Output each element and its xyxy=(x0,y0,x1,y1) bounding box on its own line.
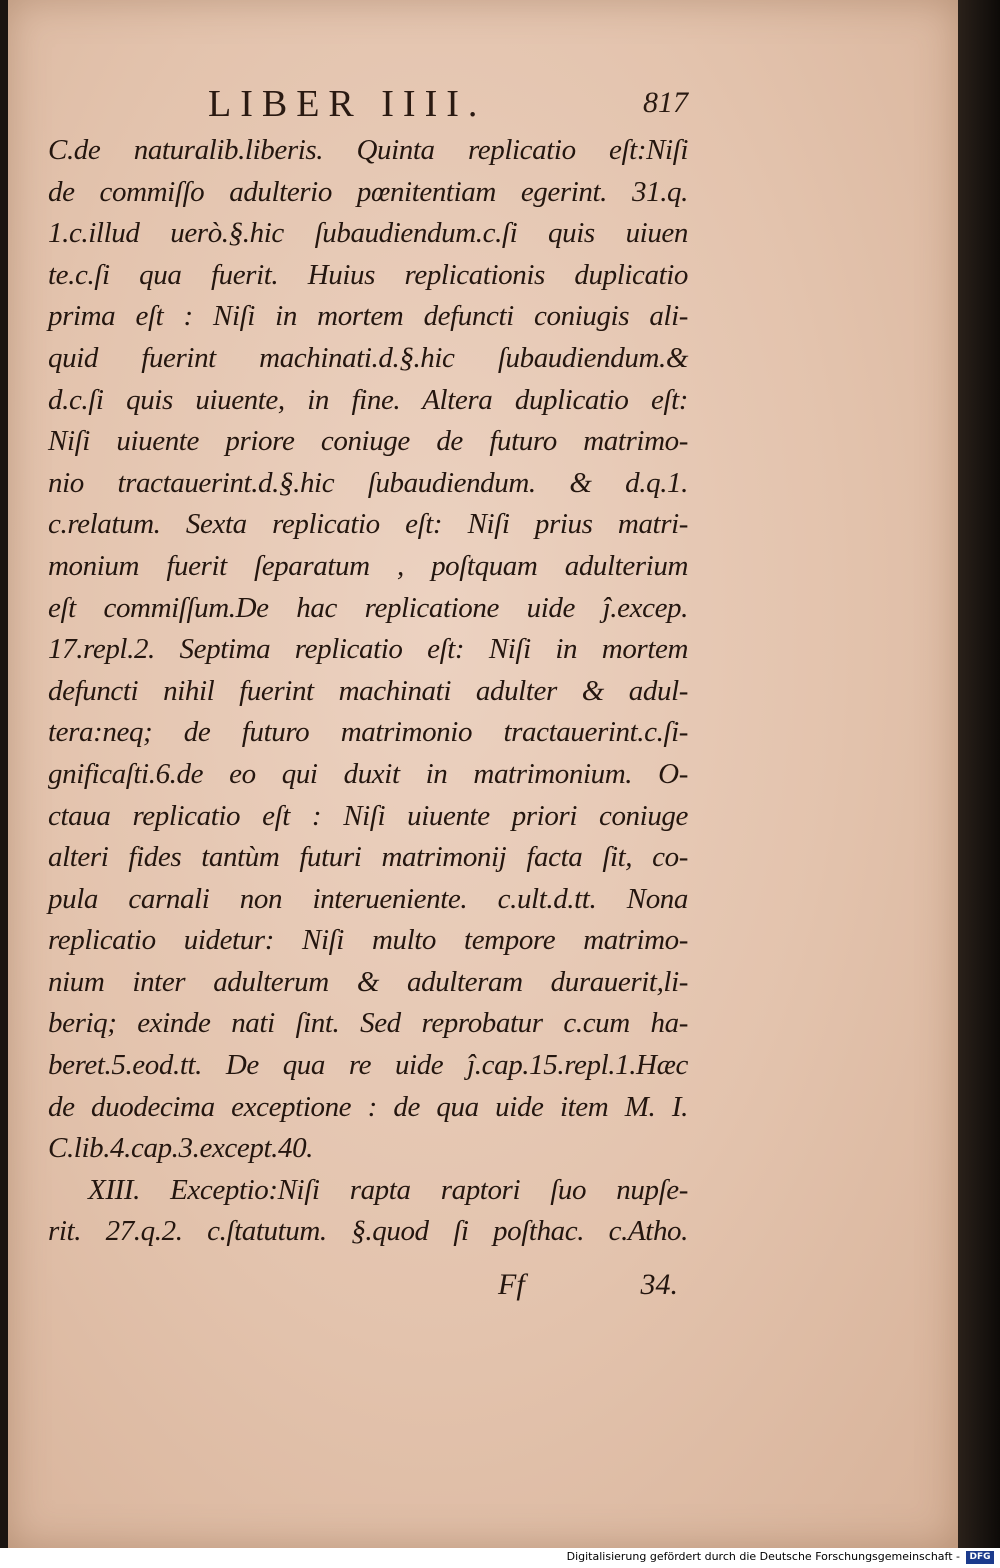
dfg-logo: DFG xyxy=(966,1551,994,1564)
text-line: gnificaſti.6.de eo qui duxit in matrimonium. O- xyxy=(48,757,688,790)
text-line: replicatio uidetur: Niſi multo tempore matrimo- xyxy=(48,924,688,957)
text-line: de duodecima exceptione : de qua uide item M. I. xyxy=(48,1090,688,1123)
text-line: C.de naturalib.liberis. Quinta replicatio eſt:Niſi xyxy=(48,134,688,166)
text-line: defuncti nihil fuerint machinati adulter & adul- xyxy=(48,674,688,707)
body-text xyxy=(48,130,688,1253)
page-header xyxy=(208,78,688,128)
text-line: d.c.ſi quis uiuente, in fine. Altera duplicatio eſt: xyxy=(48,383,688,416)
text-line: de commiſſo adulterio pœnitentiam egerint. 31.q. xyxy=(48,175,688,208)
text-line: quid fuerint machinati.d.§.hic ſubaudiendum.& xyxy=(48,341,688,374)
signature-mark: Ff xyxy=(498,1268,525,1301)
text-line: nium inter adulterum & adulteram durauerit,li- xyxy=(48,965,688,998)
text-line: nio tractauerint.d.§.hic ſubaudiendum. & d.q.1. xyxy=(48,466,688,499)
text-line: 1.c.illud uerò.§.hic ſubaudiendum.c.ſi quis uiuen xyxy=(48,217,688,250)
text-line: rit. 27.q.2. c.ſtatutum. §.quod ſi poſthac. c.Atho. xyxy=(48,1215,688,1248)
text-line: monium fuerit ſeparatum , poſtquam adulterium xyxy=(48,549,688,582)
text-line: prima eſt : Niſi in mortem defuncti coniugis ali- xyxy=(48,300,688,333)
text-line: beriq; exinde nati ſint. Sed reprobatur c.cum ha- xyxy=(48,1007,688,1040)
footer-bar xyxy=(0,1548,1000,1568)
text-line: te.c.ſi qua fuerit. Huius replicationis duplicatio xyxy=(48,258,688,291)
text-line: beret.5.eod.tt. De qua re uide ĵ.cap.15.repl.1.Hæc xyxy=(48,1049,688,1082)
text-line: 17.repl.2. Septima replicatio eſt: Niſi in mortem xyxy=(48,633,688,666)
book-spine xyxy=(958,0,1000,1548)
text-line: tera:neq; de futuro matrimonio tractauerint.c.ſi- xyxy=(48,716,688,749)
text-line: ctaua replicatio eſt : Niſi uiuente priori coniuge xyxy=(48,799,688,832)
text-line: pula carnali non interueniente. c.ult.d.tt. Nona xyxy=(48,882,688,915)
page-foot xyxy=(498,1268,678,1308)
text-line: C.lib.4.cap.3.except.40. xyxy=(48,1132,314,1165)
text-line: c.relatum. Sexta replicatio eſt: Niſi prius matri- xyxy=(48,508,688,541)
text-line: eſt commiſſum.De hac replicatione uide ĵ.excep. xyxy=(48,591,688,624)
funding-credit: Digitalisierung gefördert durch die Deutsche Forschungsgemeinschaft - xyxy=(566,1550,960,1563)
book-page xyxy=(8,0,958,1548)
page-number: 817 xyxy=(643,86,688,119)
text-line: Niſi uiuente priore coniuge de futuro matrimo- xyxy=(48,425,688,458)
text-line: XIII. Exceptio:Niſi rapta raptori ſuo nupſe- xyxy=(88,1173,688,1206)
text-line: alteri fides tantùm futuri matrimonij facta ſit, co- xyxy=(48,841,688,874)
catchword: 34. xyxy=(640,1268,678,1301)
running-head: LIBER IIII. xyxy=(208,83,487,125)
